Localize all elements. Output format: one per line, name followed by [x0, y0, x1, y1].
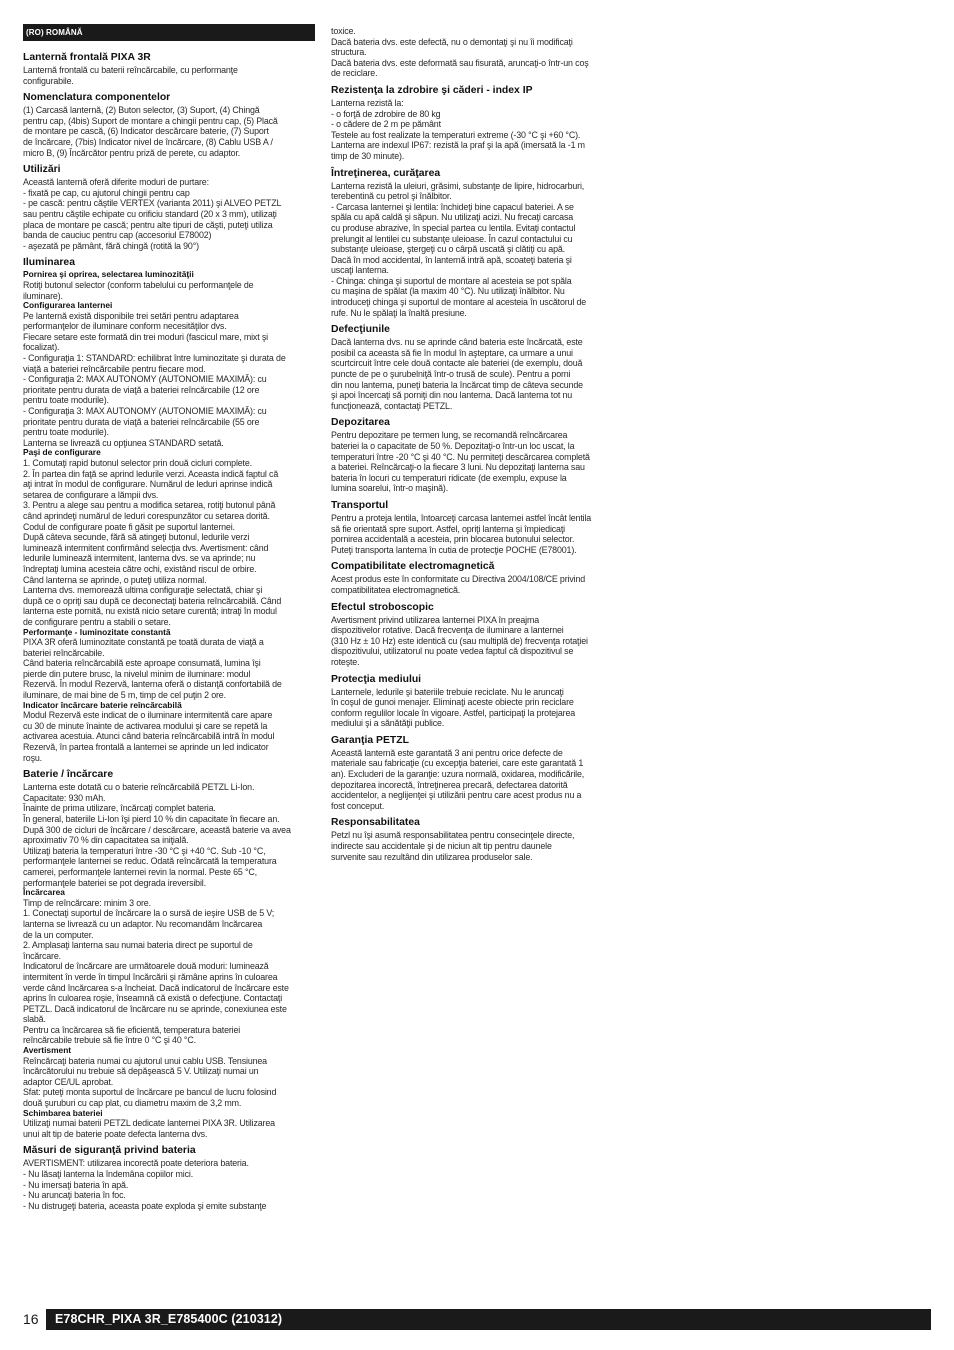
text-battery-safety: AVERTISMENT: utilizarea incorectă poate deteriora bateria. - Nu lăsaţi lanterna la îndemâna copiilor mici. - Nu imersaţi bateria în apă. - Nu aruncaţi bateria în foc. - Nu distrugeţi bateria, aceasta poate exploda şi emite substanţe	[23, 1158, 267, 1211]
section-title-maintenance: Întreţinerea, curăţarea	[331, 167, 441, 179]
text-battery-safety-continued: toxice. Dacă bateria dvs. este defectă, nu o demontaţi şi nu îi modificaţi structura. Dacă bateria dvs. este deformată sau fisurată, aruncaţi-o într-un coş de reciclare.	[331, 26, 589, 79]
section-title-product: Lanternă frontală PIXA 3R	[23, 52, 151, 63]
text-environment: Lanternele, ledurile şi bateriile trebuie reciclate. Nu le aruncaţi în coşul de gunoi menajer. Eliminaţi aceste obiecte prin reciclare conform regulilor locale în vigoare. Astfel, participaţi la protejarea mediului şi a sănătăţii publice.	[331, 686, 576, 729]
subheading-on-off: Pornirea şi oprirea, selectarea luminozităţii	[23, 269, 194, 280]
left-column	[23, 24, 315, 1211]
section-text-uses: Această lanternă oferă diferite moduri de purtare: - fixată pe cap, cu ajutorul chingii pentru cap - pe cască: pentru căştile VERTEX (varianta 2011) şi ALVEO PETZL sau pentru căştile echipate cu orificiu standard (20 x 3 mm), utilizaţi placa de montare pe cască; pentru alte tipuri de căşti, puteţi utiliza banda de cauciuc pentru cap (accesoriul E78002) - aşezată pe pământ, fără chingă (rotită la 90°)	[23, 177, 282, 251]
text-battery: Lanterna este dotată cu o baterie reîncărcabilă PETZL Li-Ion. Capacitate: 930 mAh. Înainte de prima utilizare, încărcaţi complet bateria. În general, bateriile Li-Ion îşi pierd 10 % din capacitate în fiecare an. După 300 de cicluri de încărcare / descărcare, această baterie va avea aproximativ 70 % din capacitatea sa iniţială. Utilizaţi bateria la temperaturi între -30 °C şi +40 °C. Sub -10 °C, performanţele lanternei se reduc. Odată reîncărcată la temperatura camerei, performanţele lanternei revin la normal. Peste 65 °C, performanţele bateriei se pot degrada ireversibil.	[23, 782, 291, 888]
section-title-lighting: Iluminarea	[23, 257, 75, 269]
text-emc: Acest produs este în conformitate cu Directiva 2004/108/CE privind compatibilitatea electromagnetică.	[331, 574, 586, 595]
section-title-environment: Protecţia mediului	[331, 673, 422, 685]
text-warning: Reîncărcaţi bateria numai cu ajutorul unui cablu USB. Tensiunea încărcătorului nu trebuie să depăşească 5 V. Utilizaţi numai un adaptor CE/UL aprobat. Sfat: puteţi monta suportul de încărcare pe bancul de lucru folosind două şuruburi cu cap plat, cu diametru maxim de 3,2 mm.	[23, 1055, 277, 1109]
text-constant-lighting: PIXA 3R oferă luminozitate constantă pe toată durata de viaţă a bateriei reîncărcabile. Când bateria reîncărcabilă este aproape consumată, lumina îşi pierde din putere brusc, la nivelul minim de iluminare: modul Rezervă. În modul Rezervă, lanterna oferă o distanţă confortabilă de iluminare, de mai bine de 5 m, timp de cel puţin 2 ore.	[23, 637, 282, 701]
section-title-battery: Baterie / încărcare	[23, 769, 114, 781]
text-charge-indicator: Modul Rezervă este indicat de o iluminare intermitentă care apare cu 30 de minute înainte de activarea modului şi care se repetă la activarea acestuia. Atunci când bateria reîncărcabilă intră în modul Rezervă, în partea frontală a lanternei se aprinde un led indicator roşu.	[23, 710, 275, 763]
subheading-warning: Avertisment	[23, 1045, 72, 1056]
section-text-product: Lanternă frontală cu baterii reîncărcabile, cu performanţe configurabile.	[23, 65, 238, 86]
text-crush-resistance: Lanterna rezistă la: - o forţă de zdrobire de 80 kg - o cădere de 2 m pe pământ Testele au fost realizate la temperaturi extreme (-30 °C şi +60 °C). Lanterna are indexul IP67: rezistă la praf şi la apă (imersată la -1 m timp de 30 minute).	[331, 97, 585, 161]
section-title-stroboscopic: Efectul stroboscopic	[331, 601, 434, 613]
text-charging: Timp de reîncărcare: minim 3 ore. 1. Conectaţi suportul de încărcare la o sursă de ieşire USB de 5 V; lanterna se livrează cu un adaptor. Nu recomandăm încărcarea de la un computer. 2. Amplasaţi lanterna sau numai bateria direct pe suportul de încărcare. Indicatorul de încărcare are următoarele două moduri: luminează intermitent în verde în timpul încărcării şi rămâne aprins în culoarea verde când încărcarea s-a încheiat. Dacă indicatorul de încărcare este aprins în culoarea roşie, înseamnă că există o defecţiune. Contactaţi PETZL. Dacă indicatorul de încărcare nu se aprinde, conexiunea este slabă. Pentru ca încărcarea să fie eficientă, temperatura bateriei reîncărcabile trebuie să fie între 0 °C şi 40 °C.	[23, 897, 289, 1046]
text-warranty: Această lanternă este garantată 3 ani pentru orice defecte de materiale sau fabricaţie (cu excepţia bateriei, care este garantată 1 an). Excluderi de la garanţie: uzura normală, oxidarea, modificările, depozitarea incorectă, întreţinerea precară, defectarea datorită accidentelor, a neglijenţei şi utilizării pentru care acest produs nu a fost conceput.	[331, 747, 585, 811]
section-text-nomenclature: (1) Carcasă lanternă, (2) Buton selector, (3) Suport, (4) Chingă pentru cap, (4bis) Suport de montare a chingii pentru cap, (5) Placă de montare pe cască, (6) Indicator descărcare baterie, (7) Suport de încărcare, (7bis) Indicator nivel de încărcare, (8) Cablu USB A / micro B, (9) Încărcător pentru priză de perete, cu adaptor.	[23, 105, 278, 158]
subheading-charge-indicator: Indicator încărcare baterie reîncărcabilă	[23, 699, 182, 710]
right-column	[331, 26, 623, 862]
text-stroboscopic: Avertisment privind utilizarea lanternei PIXA în preajma dispozitivelor rotative. Dacă frecvenţa de iluminare a lanternei (310 Hz ± 10 Hz) este identică cu (sau multiplă de) frecvenţa rotaţiei dispozitivului, utilizatorul nu poate vedea faptul că dispozitivul se roteşte.	[331, 614, 588, 667]
subheading-charging: Încărcarea	[23, 887, 65, 898]
section-title-crush-resistance: Rezistenţa la zdrobire şi căderi - index IP	[331, 84, 533, 96]
page-footer	[23, 1309, 931, 1330]
text-on-off: Rotiţi butonul selector (conform tabelului cu performanţele de iluminare).	[23, 279, 254, 301]
section-title-emc: Compatibilitate electromagnetică	[331, 561, 495, 573]
section-title-battery-safety: Măsuri de siguranţă privind bateria	[23, 1145, 196, 1157]
section-title-malfunctions: Defecţiunile	[331, 324, 390, 336]
text-malfunctions: Dacă lanterna dvs. nu se aprinde când bateria este încărcată, este posibil ca aceasta să fie în modul în aşteptare, ca urmare a unui scurtcircuit între cele două contacte ale bateriei (de exemplu, două puncte de pe o şurubelniţă într-o trusă de scule). Pentru a porni din nou lanterna, puneţi bateria la încărcat timp de câteva secunde şi apoi încercaţi să porniţi din nou lanterna. Dacă lanterna tot nu funcţionează, contactaţi PETZL.	[331, 337, 583, 411]
text-config-steps: 1. Comutaţi rapid butonul selector prin două cicluri complete. 2. În partea din faţă se aprind ledurile verzi. Aceasta indică faptul că aţi intrat în modul de configurare. Numărul de leduri aprinse indică setarea de configurare a lămpii dvs. 3. Pentru a alege sau pentru a modifica setarea, rotiţi butonul până când aprindeţi numărul de leduri corespunzător cu setarea dorită. Codul de configurare poate fi găsit pe suportul lanternei. După câteva secunde, fără să atingeţi butonul, ledurile verzi luminează intermitent confirmând selecţia dvs. Avertisment: când ledurile luminează intermitent, lanterna dvs. se va aprinde; nu îndreptaţi lumina acesteia către ochi, existând riscul de orbire. Când lanterna se aprinde, o puteţi utiliza normal. Lanterna dvs. memorează ultima configuraţie selectată, chiar şi după ce o opriţi sau după ce deconectaţi bateria reîncărcabilă. Când lanterna este pornită, nu există nicio setare curentă; intraţi în modul de configurare pentru a stabili o setare.	[23, 458, 282, 627]
text-configuration: Pe lanternă există disponibile trei setări pentru adaptarea performanţelor de iluminare conform necesităţilor dvs. Fiecare setare este formată din trei moduri (fascicul mare, mixt şi focalizat). - Configuraţia 1: STANDARD: echilibrat între luminozitate şi durata de viaţă a bateriei reîncărcabile pentru fiecare mod. - Configuraţia 2: MAX AUTONOMY (AUTONOMIE MAXIMĂ): cu prioritate pentru durata de viaţă a bateriei reîncărcabile (12 ore pentru toate modurile). - Configuraţia 3: MAX AUTONOMY (AUTONOMIE MAXIMĂ): cu prioritate pentru durata de viaţă a bateriei reîncărcabile (55 ore pentru toate modurile). Lanterna se livrează cu opţiunea STANDARD setată.	[23, 310, 286, 448]
subheading-config-steps: Paşi de configurare	[23, 447, 101, 458]
section-title-uses: Utilizări	[23, 164, 61, 176]
section-title-storage: Depozitarea	[331, 417, 390, 429]
subheading-constant-lighting: Performanţe - luminozitate constantă	[23, 626, 171, 637]
text-transport: Pentru a proteja lentila, întoarceţi carcasa lanternei astfel încât lentila să fie orientată spre suport. Astfel, opriţi lanterna şi împiedicaţi pornirea accidentală a acesteia, prin blocarea butonului selector. Puteţi transporta lanterna în cutia de protecţie POCHE (E78001).	[331, 512, 592, 555]
text-storage: Pentru depozitare pe termen lung, se recomandă reîncărcarea bateriei la o capacitate de 50 %. Depozitaţi-o într-un loc uscat, la temperaturi între -20 °C şi 40 °C. Nu permiteţi descărcarea completă a bateriei. Reîncărcaţi-o la fiecare 3 luni. Nu depozitaţi lanterna sau bateria în locuri cu temperaturi ridicate (de exemplu, expuse la lumina soarelui, într-o maşină).	[331, 430, 590, 494]
section-title-transport: Transportul	[331, 499, 389, 511]
section-title-responsibility: Responsabilitatea	[331, 817, 420, 829]
document-reference-bar: E78CHR_PIXA 3R_E785400C (210312)	[46, 1309, 931, 1330]
language-bar: (RO) ROMÂNĂ	[23, 24, 315, 41]
section-title-warranty: Garanţia PETZL	[331, 734, 409, 746]
page-number: 16	[23, 1311, 39, 1327]
section-title-nomenclature: Nomenclatura componentelor	[23, 92, 171, 104]
text-responsibility: Petzl nu îşi asumă responsabilitatea pentru consecinţele directe, indirecte sau accidentale şi de niciun alt tip pentru daunele survenite sau rezultând din utilizarea produselor sale.	[331, 830, 575, 862]
subheading-battery-change: Schimbarea bateriei	[23, 1107, 103, 1118]
subheading-configuration: Configurarea lanternei	[23, 300, 113, 311]
text-maintenance: Lanterna rezistă la uleiuri, grăsimi, substanţe de lipire, hidrocarburi, terebentină cu petrol şi înălbitor. - Carcasa lanternei şi lentila: închideţi bine capacul bateriei. A se spăla cu apă caldă şi săpun. Nu utilizaţi acizi. Nu frecaţi carcasa cu produse abrazive, în special partea cu lentila. Evitaţi contactul prelungit al lentilei cu substanţe uleioase. În cazul contactului cu substanţe uleioase, ştergeţi cu o cârpă uscată şi clătiţi cu apă. Dacă în mod accidental, în lanternă intră apă, scoateţi bateria şi uscaţi lanterna. - Chinga: chinga şi suportul de montare al acesteia se pot spăla cu maşina de spălat (la maxim 40 °C). Nu utilizaţi înălbitor. Nu introduceţi chinga şi suportul de montare al acesteia în uscătorul de rufe. Nu le spălaţi la înaltă presiune.	[331, 180, 587, 318]
text-battery-change: Utilizaţi numai baterii PETZL dedicate lanternei PIXA 3R. Utilizarea unui alt tip de baterie poate defecta lanterna dvs.	[23, 1118, 275, 1139]
